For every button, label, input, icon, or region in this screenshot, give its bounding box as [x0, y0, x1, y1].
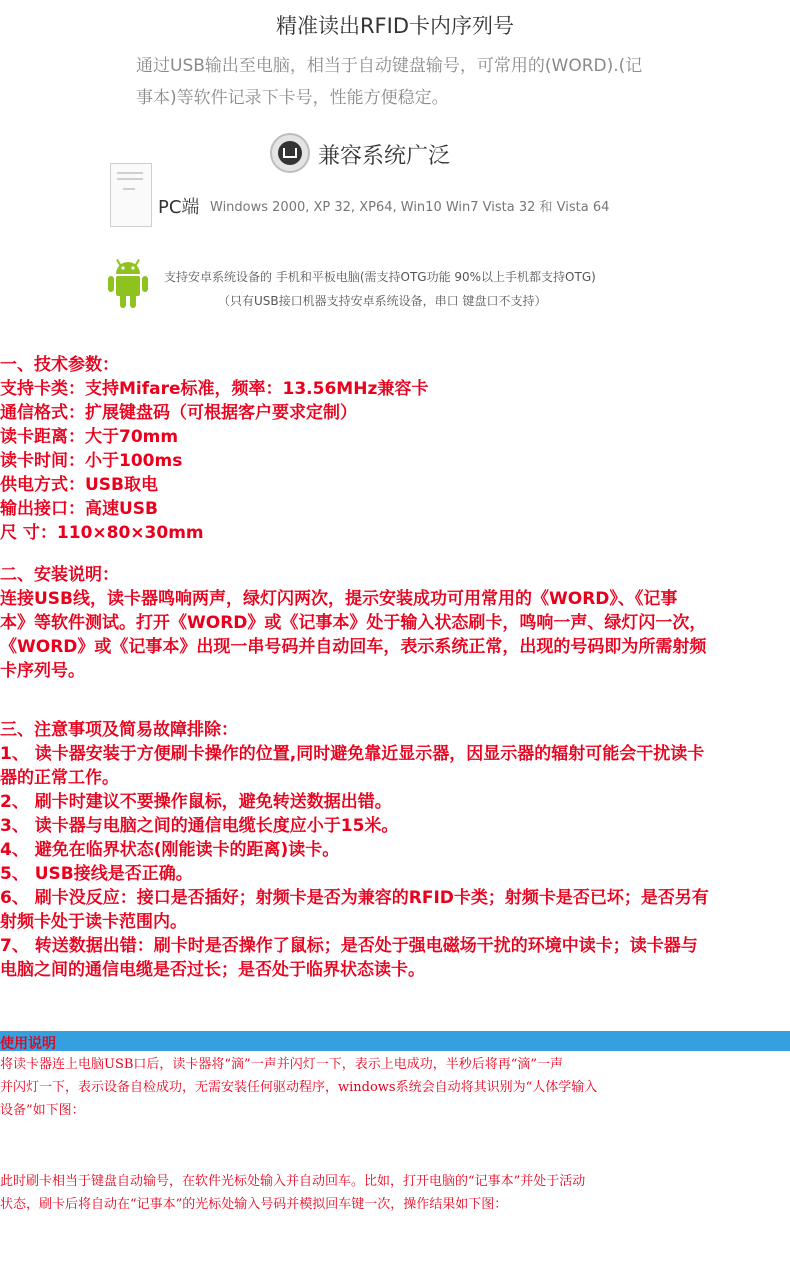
install-line: 卡序列号。	[0, 661, 85, 681]
install-line: 连接USB线，读卡器鸣响两声，绿灯闪两次，提示安装成功可用常用的《WORD》、《记事	[0, 589, 678, 609]
usage-line: 此时刷卡相当于键盘自动输号，在软件光标处输入并自动回车。比如，打开电脑的“记事本”并处于活动	[0, 1174, 586, 1189]
android-support-note: （只有USB接口机器支持安卓系统设备，串口 键盘口不支持）	[218, 294, 547, 308]
spec-line: 尺 寸：110×80×30mm	[0, 523, 204, 543]
troubleshoot-line: 电脑之间的通信电缆是否过长；是否处于临界状态读卡。	[0, 960, 425, 980]
usage-line: 设备”如下图：	[0, 1103, 85, 1118]
troubleshoot-line: 3、 读卡器与电脑之间的通信电缆长度应小于15米。	[0, 816, 399, 836]
troubleshoot-line: 2、 刷卡时建议不要操作鼠标，避免转送数据出错。	[0, 792, 392, 812]
spec-line: 输出接口：高速USB	[0, 499, 159, 519]
troubleshoot-line: 器的正常工作。	[0, 768, 119, 788]
pc-label: PC端	[158, 197, 200, 218]
spec-line: 读卡时间：小于100ms	[0, 451, 183, 471]
compat-title: 兼容系统广泛	[318, 144, 451, 169]
compat-icon	[270, 133, 310, 173]
intro-line: 事本)等软件记录下卡号，性能方便稳定。	[136, 88, 449, 108]
install-line: 《WORD》或《记事本》出现一串号码并自动回车，表示系统正常，出现的号码即为所需射频	[0, 637, 707, 657]
usage-title-bar	[0, 1031, 790, 1051]
pc-tower-icon	[110, 163, 152, 227]
spec-line: 读卡距离：大于70mm	[0, 427, 179, 447]
pc-os-list: Windows 2000, XP 32, XP64, Win10 Win7 Vista 32 和 Vista 64	[210, 200, 610, 215]
usage-line: 状态，刷卡后将自动在“记事本”的光标处输入号码并模拟回车键一次，操作结果如下图：	[0, 1197, 508, 1212]
install-heading: 二、安装说明：	[0, 565, 119, 585]
troubleshoot-line: 6、 刷卡没反应：接口是否插好；射频卡是否为兼容的RFID卡类；射频卡是否已坏；是否另有	[0, 888, 709, 908]
troubleshoot-heading: 三、注意事项及简易故障排除：	[0, 720, 238, 740]
spec-line: 支持卡类：支持Mifare标准，频率：13.56MHz兼容卡	[0, 379, 429, 399]
install-line: 本》等软件测试。打开《WORD》或《记事本》处于输入状态刷卡，鸣响一声、绿灯闪一次，	[0, 613, 707, 633]
troubleshoot-line: 7、 转送数据出错：刷卡时是否操作了鼠标；是否处于强电磁场干扰的环境中读卡；读卡器与	[0, 936, 698, 956]
spec-line: 通信格式：扩展键盘码（可根据客户要求定制）	[0, 403, 357, 423]
usage-line: 将读卡器连上电脑USB口后，读卡器将“滴”一声并闪灯一下，表示上电成功，半秒后将再“滴”一声	[0, 1057, 563, 1072]
android-support-text: 支持安卓系统设备的 手机和平板电脑(需支持OTG功能 90%以上手机都支持OTG)	[164, 270, 596, 284]
usage-title: 使用说明	[0, 1036, 56, 1052]
troubleshoot-line: 射频卡处于读卡范围内。	[0, 912, 187, 932]
usage-line: 并闪灯一下，表示设备自检成功，无需安装任何驱动程序，windows系统会自动将其识别为“人体学输入	[0, 1080, 598, 1095]
troubleshoot-line: 4、 避免在临界状态(刚能读卡的距离)读卡。	[0, 840, 340, 860]
troubleshoot-line: 1、 读卡器安装于方便刷卡操作的位置,同时避免靠近显示器，因显示器的辐射可能会干扰读卡	[0, 744, 705, 764]
intro-line: 通过USB输出至电脑，相当于自动键盘输号，可常用的(WORD).(记	[136, 56, 643, 76]
troubleshoot-line: 5、 USB接线是否正确。	[0, 864, 193, 884]
page-title: 精准读出RFID卡内序列号	[275, 14, 515, 38]
specs-heading: 一、技术参数：	[0, 355, 119, 375]
android-icon	[104, 256, 152, 310]
spec-line: 供电方式：USB取电	[0, 475, 159, 495]
